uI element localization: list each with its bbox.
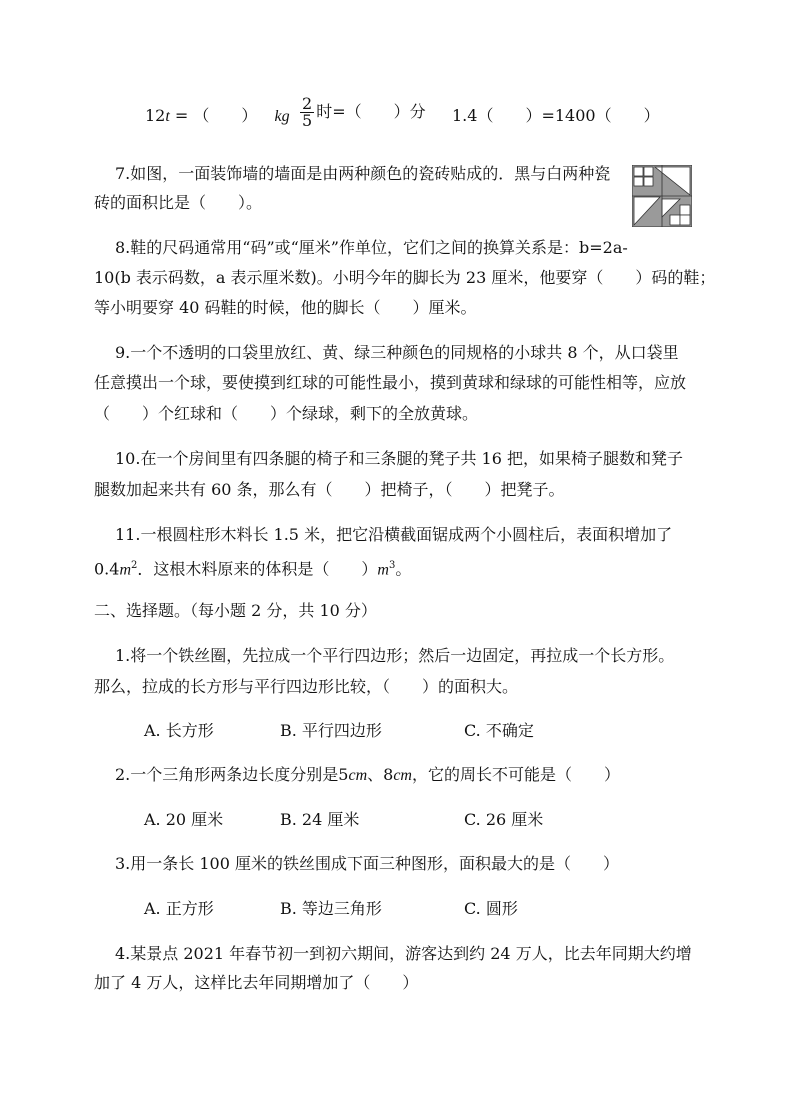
q8-line2: 10(b 表示码数，a 表示厘米数)。小明今年的脚长为 23 厘米，他要穿（ ）码的鞋； xyxy=(94,268,716,287)
q11-volume-sup: 3 xyxy=(388,560,396,571)
conv-item2-rest: 时=（ ）分 xyxy=(316,102,426,121)
mc2-option-b[interactable]: B. 24 厘米 xyxy=(280,810,360,829)
mc2-line xyxy=(115,765,620,786)
fraction-numerator: 2 xyxy=(302,94,313,113)
q11-line1: 11.一根圆柱形木料长 1.5 米，把它沿横截面锯成两个小圆柱后，表面积增加了 xyxy=(115,525,673,544)
q8-line3: 等小明要穿 40 码鞋的时候，他的脚长（ ）厘米。 xyxy=(94,298,477,317)
q11-volume-unit: m xyxy=(377,561,389,579)
q11-line2-end: 。 xyxy=(395,559,412,579)
q11-area-value: 0.4 xyxy=(94,559,120,579)
conv-item1-eq: = （ ） xyxy=(174,106,258,125)
mc3-option-b[interactable]: B. 等边三角形 xyxy=(280,899,382,918)
q11-line2-text: ．这根木料原来的体积是（ ） xyxy=(137,559,378,579)
mc2-option-a[interactable]: A. 20 厘米 xyxy=(144,810,224,829)
q11-area-unit: m xyxy=(119,561,132,579)
q7-line1: 7.如图，一面装饰墙的墙面是由两种颜色的瓷砖贴成的．黑与白两种瓷 xyxy=(115,164,611,183)
conversion-row xyxy=(145,106,290,127)
mc1-line1: 1.将一个铁丝圈，先拉成一个平行四边形；然后一边固定，再拉成一个长方形。 xyxy=(115,646,675,665)
q7-line2: 砖的面积比是（ ）。 xyxy=(94,193,263,212)
conv-item1-target-unit: kg xyxy=(274,108,290,125)
q11-area-sup: 2 xyxy=(131,560,138,571)
conv-item1-value: 12 xyxy=(145,106,166,125)
mc2-v2: 8 xyxy=(383,765,394,784)
q8-line1: 8.鞋的尺码通常用“码”或“厘米”作单位，它们之间的换算关系是：b=2a- xyxy=(115,238,628,257)
mc1-option-b[interactable]: B. 平行四边形 xyxy=(280,721,382,740)
mc2-text-a: 2.一个三角形两条边长度分别是 xyxy=(115,765,339,784)
mc4-line1: 4.某景点 2021 年春节初一到初六期间，游客达到约 24 万人，比去年同期大约增 xyxy=(115,944,692,963)
q9-line1: 9.一个不透明的口袋里放红、黄、绿三种颜色的同规格的小球共 8 个，从口袋里 xyxy=(115,343,679,362)
mc2-v1: 5 xyxy=(338,765,349,784)
mc2-sep: 、 xyxy=(367,765,384,784)
mc2-u1: cm xyxy=(348,767,368,784)
conv-item2 xyxy=(300,96,426,129)
mc3-line1: 3.用一条长 100 厘米的铁丝围成下面三种图形，面积最大的是（ ） xyxy=(115,854,619,873)
q10-line1: 10.在一个房间里有四条腿的椅子和三条腿的凳子共 16 把，如果椅子腿数和凳子 xyxy=(115,449,683,468)
q11-line2 xyxy=(94,556,411,580)
mc2-option-c[interactable]: C. 26 厘米 xyxy=(464,810,544,829)
q10-line2: 腿数加起来共有 60 条，那么有（ ）把椅子，（ ）把凳子。 xyxy=(94,480,565,499)
section2-title: 二、选择题。（每小题 2 分，共 10 分） xyxy=(94,601,377,620)
mc1-option-a[interactable]: A. 长方形 xyxy=(144,721,214,740)
conv-item2-fraction xyxy=(300,96,314,129)
mc2-text-b: ，它的周长不可能是（ ） xyxy=(411,765,620,784)
mc2-u2: cm xyxy=(393,767,412,784)
q9-line3: （ ）个红球和（ ）个绿球，剩下的全放黄球。 xyxy=(94,404,479,423)
conv-item3: 1.4（ ）=1400（ ） xyxy=(452,106,660,125)
mc1-option-c[interactable]: C. 不确定 xyxy=(464,721,534,740)
conv-item1-unit: t xyxy=(165,108,170,125)
mc1-line2: 那么，拉成的长方形与平行四边形比较，（ ）的面积大。 xyxy=(94,677,519,696)
mc3-option-a[interactable]: A. 正方形 xyxy=(144,899,214,918)
tile-wall-figure xyxy=(632,165,692,227)
mc3-option-c[interactable]: C. 圆形 xyxy=(464,899,518,918)
fraction-denominator: 5 xyxy=(302,111,313,130)
q9-line2: 任意摸出一个球，要使摸到红球的可能性最小，摸到黄球和绿球的可能性相等，应放 xyxy=(94,373,687,392)
mc4-line2: 加了 4 万人，这样比去年同期增加了（ ） xyxy=(94,973,419,992)
